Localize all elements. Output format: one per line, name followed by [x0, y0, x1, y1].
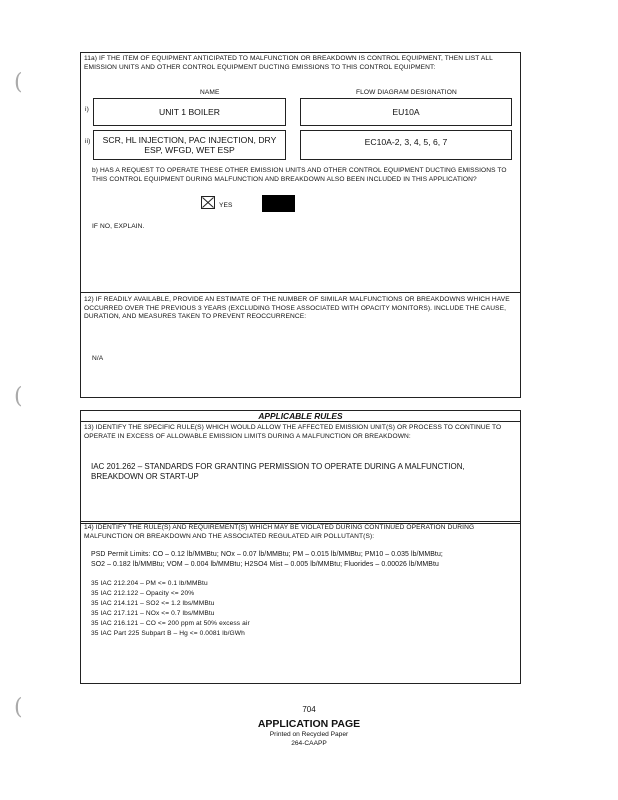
- yes-checkbox[interactable]: [201, 196, 215, 209]
- rule-line: 35 IAC 217.121 – NOx <= 0.7 lbs/MMBtu: [91, 610, 215, 617]
- rule-line: 35 IAC 212.204 – PM <= 0.1 lb/MMBtu: [91, 580, 208, 587]
- rule-line: 35 IAC Part 225 Subpart B – Hg <= 0.0081 lb/GWh: [91, 630, 245, 637]
- q13-text: 13) IDENTIFY THE SPECIFIC RULE(S) WHICH WOULD ALLOW THE AFFECTED EMISSION UNIT(S) OR PROCESS TO CONTINUE TO OPERATE IN EXCESS OF ALLOWABLE EMISSION LIMITS DURING A MALFUNCTION OR BREAKDOWN:: [84, 424, 502, 440]
- checkbox-x-icon: [202, 197, 214, 208]
- if-no-label: IF NO, EXPLAIN.: [92, 223, 145, 230]
- name-field-1[interactable]: [93, 98, 286, 126]
- rule-line: 35 IAC 216.121 – CO <= 200 ppm at 50% excess air: [91, 620, 250, 627]
- row-roman-ii: ii): [85, 138, 91, 145]
- flow-value-1: EU10A: [392, 107, 420, 117]
- q14-text: 14) IDENTIFY THE RULE(S) AND REQUIREMENT(S) WHICH MAY BE VIOLATED DURING CONTINUED OPERATION DURING MALFUNCTION OR BREAKDOWN AND THE ASSOCIATED REGULATED AIR POLLUTANT(S):: [84, 524, 475, 540]
- divider: [80, 292, 521, 293]
- rule-line: 35 IAC 212.122 – Opacity <= 20%: [91, 590, 195, 597]
- q12-answer: N/A: [92, 355, 104, 362]
- name-field-2[interactable]: [93, 130, 286, 160]
- psd-line-1: PSD Permit Limits: CO – 0.12 lb/MMBtu; NOx – 0.07 lb/MMBtu; PM – 0.015 lb/MMBtu; PM10 – 0.035 lb/MMBtu;: [91, 551, 443, 558]
- psd-line-2: SO2 – 0.182 lb/MMBtu; VOM – 0.004 lb/MMBtu; H2SO4 Mist – 0.005 lb/MMBtu; Fluorides – 0.00026 lb/MMBtu: [91, 561, 439, 568]
- name-value-2: SCR, HL INJECTION, PAC INJECTION, DRY ESP, WFGD, WET ESP: [102, 135, 277, 155]
- applicable-rules-header: APPLICABLE RULES: [258, 411, 343, 421]
- flow-field-2[interactable]: [300, 130, 512, 160]
- rules-header-divider: [80, 421, 521, 422]
- q11a-text: 11a) IF THE ITEM OF EQUIPMENT ANTICIPATED TO MALFUNCTION OR BREAKDOWN IS CONTROL EQUIPMENT, THEN LIST ALL EMISSION UNITS AND OTHER CONTROL EQUIPMENT DUCTING EMISSIONS TO THIS CONTROL EQUIPMENT:: [84, 55, 493, 71]
- no-checkbox-redacted: [262, 195, 295, 212]
- name-value-1: UNIT 1 BOILER: [159, 107, 220, 117]
- rule-line: 35 IAC 214.121 – SO2 <= 1.2 lbs/MMBtu: [91, 600, 215, 607]
- col-header-name: NAME: [200, 89, 220, 96]
- flow-value-2: EC10A-2, 3, 4, 5, 6, 7: [364, 137, 448, 147]
- binder-mark: (: [14, 384, 23, 409]
- page-number: 704: [302, 705, 316, 714]
- yes-label: YES: [219, 202, 233, 209]
- binder-mark: (: [14, 70, 23, 95]
- footer-form-number: 264-CAAPP: [291, 740, 327, 747]
- q12-text: 12) IF READILY AVAILABLE, PROVIDE AN ESTIMATE OF THE NUMBER OF SIMILAR MALFUNCTIONS OR BREAKDOWNS WHICH HAVE OCCURRED OVER THE PREVIOUS 3 YEARS (EXCLUDING THOSE ASSOCIATED WITH OPACITY MONITORS). INCLUDE THE CAUSE, DURATION, AND MEASURES TAKEN TO PREVENT REOCCURRENCE:: [84, 296, 510, 321]
- flow-field-1[interactable]: [300, 98, 512, 126]
- col-header-flow: FLOW DIAGRAM DESIGNATION: [356, 89, 457, 96]
- row-roman-i: i): [85, 106, 89, 113]
- binder-mark: (: [14, 695, 23, 720]
- footer-title: APPLICATION PAGE: [257, 718, 361, 730]
- footer-printed: Printed on Recycled Paper: [269, 731, 349, 738]
- q11b-text: b) HAS A REQUEST TO OPERATE THESE OTHER EMISSION UNITS AND OTHER CONTROL EQUIPMENT DUCTING EMISSIONS TO THIS CONTROL EQUIPMENT DURING MALFUNCTION AND BREAKDOWN ALSO BEEN INCLUDED IN THIS APPLICATION?: [92, 167, 507, 183]
- q13-answer: IAC 201.262 – STANDARDS FOR GRANTING PERMISSION TO OPERATE DURING A MALFUNCTION, BREAKDOWN OR START-UP: [91, 462, 465, 481]
